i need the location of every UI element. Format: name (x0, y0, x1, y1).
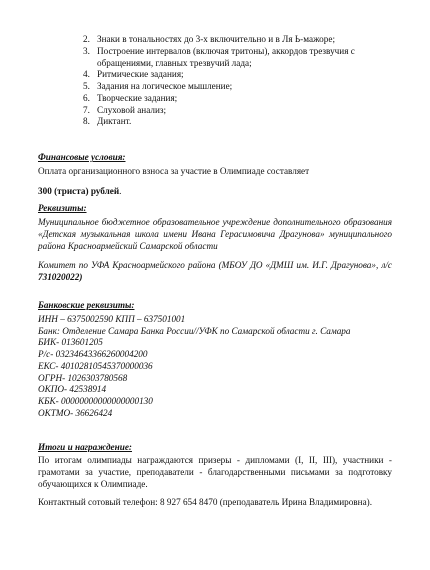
fee-amount: 300 (триста) рублей (38, 185, 120, 196)
list-item (83, 116, 392, 128)
list-item-text: Диктант. (97, 116, 132, 127)
bank-ogrn: ОГРН- 1026303780568 (38, 372, 128, 383)
list-item-continuation: обращениями, главных трезвучий лада; (97, 57, 252, 68)
list-item-number: 8. (83, 116, 90, 127)
bank-name: Банк: Отделение Самара Банка России//УФК по Самарской области г. Самара (38, 325, 351, 336)
committee-text (38, 260, 392, 284)
bank-section (38, 300, 392, 420)
olympiad-topics-list (38, 34, 392, 128)
list-item-number: 6. (83, 92, 90, 103)
list-item-number: 3. (83, 45, 90, 56)
list-item-number: 5. (83, 81, 90, 92)
list-item-number: 4. (83, 69, 90, 80)
list-item-text: Ритмические задания; (97, 69, 184, 80)
fee-amount-suffix: . (119, 185, 122, 196)
bank-kbk: КБК- 00000000000000000130 (38, 396, 153, 407)
bank-inn-kpp: ИНН – 6375002590 КПП – 637501001 (38, 313, 186, 324)
fee-amount-line (38, 186, 392, 198)
requisites-section (38, 203, 392, 284)
results-section (38, 442, 392, 509)
list-item-text: Слуховой анализ; (97, 104, 167, 115)
list-item (83, 81, 392, 93)
bank-settlement-account: Р/с- 03234643366260004200 (38, 349, 148, 360)
list-item-text: Знаки в тональностях до 3-х включительно и в Ля Ь-мажоре; (97, 34, 335, 44)
list-item-number: 2. (83, 34, 90, 44)
list-item-text: Творческие задания; (97, 92, 178, 103)
results-text: По итогам олимпиады награждаются призеры - дипломами (I, II, III), участники - грамотами за участие, преподаватели - благодарственными письмами за подготовку обучающихся к Олимпиаде. (38, 455, 392, 489)
finance-text: Оплата организационного взноса за участие в Олимпиаде составляет (38, 165, 310, 176)
results-heading: Итоги и награждение: (38, 441, 132, 452)
organization-name: Муниципальное бюджетное образовательное учреждение дополнительного образования «Детская музыкальная школа имени Ивана Герасимовича Драгунова» муниципального района Красноармейский Самарской области (38, 217, 392, 251)
requisites-heading: Реквизиты: (38, 203, 87, 214)
list-item-text: Построение интервалов (включая тритоны), аккордов трезвучия с (97, 45, 355, 56)
bank-okpo: ОКПО- 42538914 (38, 384, 107, 395)
list-item (83, 93, 392, 105)
list-item-number: 7. (83, 104, 90, 115)
list-item (83, 46, 392, 70)
contact-phone: Контактный сотовый телефон: 8 927 654 8470 (преподаватель Ирина Владимировна). (38, 496, 373, 507)
finance-section (38, 152, 392, 197)
list-item-text: Задания на логическое мышление; (97, 81, 233, 92)
list-item (83, 105, 392, 117)
finance-heading: Финансовые условия: (38, 152, 126, 163)
committee-name: Комитет по УФА Красноармейского района (МБОУ ДО «ДМШ им. И.Г. Драгунова», л/с (38, 260, 392, 271)
list-item (83, 69, 392, 81)
bank-bik: БИК- 013601205 (38, 337, 103, 348)
list-item (83, 34, 392, 46)
bank-eks: ЕКС- 40102810545370000036 (38, 360, 153, 371)
bank-heading: Банковские реквизиты: (38, 300, 135, 311)
bank-oktmo: ОКТМО- 36626424 (38, 407, 113, 418)
personal-account-number: 731020022) (38, 272, 83, 283)
